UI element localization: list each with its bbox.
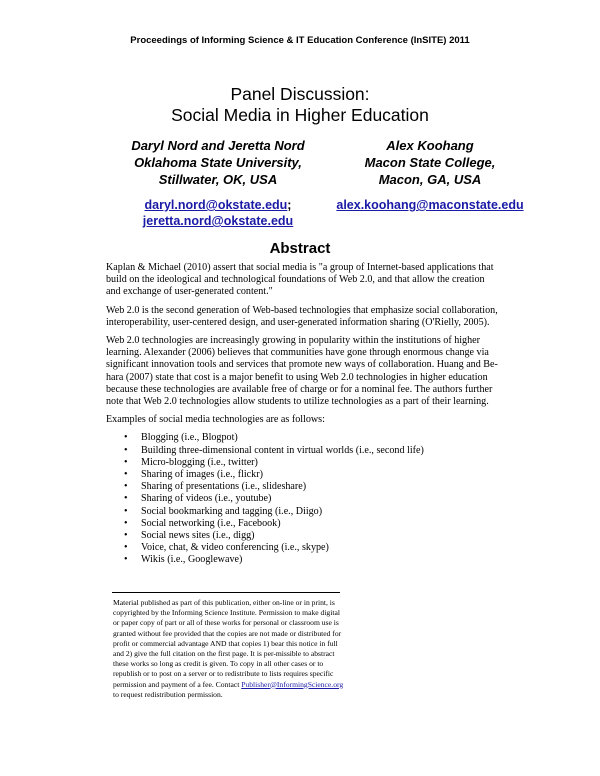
list-item xyxy=(106,469,501,481)
list-item-text: Micro-blogging (i.e., twitter) xyxy=(141,456,258,468)
author-affiliation-left-2: Stillwater, OK, USA xyxy=(158,172,278,187)
conference-header: Proceedings of Informing Science & IT Education Conference (InSITE) 2011 xyxy=(130,35,470,46)
publisher-email-link[interactable]: Publisher@InformingScience.org xyxy=(241,679,344,689)
list-item xyxy=(106,493,501,505)
list-item xyxy=(106,445,501,457)
author-block-right xyxy=(335,137,525,188)
emails-right xyxy=(322,197,538,213)
author-affiliation-right-1: Macon State College, xyxy=(364,155,496,170)
list-item xyxy=(106,530,501,542)
bullet-icon: • xyxy=(124,444,128,456)
email-link-jeretta[interactable]: jeretta.nord@okstate.edu xyxy=(142,214,294,228)
paragraph: Web 2.0 is the second generation of Web-based technologies that emphasize social collaboration, interoperability, user-centered design, and user-generated information sharing (O'Rielly, 2005). xyxy=(106,304,498,328)
list-item-text: Voice, chat, & video conferencing (i.e., skype) xyxy=(141,542,329,554)
paragraph: Examples of social media technologies are as follows: xyxy=(106,414,325,426)
abstract-body xyxy=(106,262,501,567)
list-item-text: Wikis (i.e., Googlewave) xyxy=(141,554,243,566)
email-link-alex[interactable]: alex.koohang@maconstate.edu xyxy=(336,198,524,212)
bullet-icon: • xyxy=(124,554,128,566)
bullet-icon: • xyxy=(124,505,128,517)
title-line-1: Panel Discussion: xyxy=(230,84,370,104)
author-names-right: Alex Koohang xyxy=(386,138,474,153)
list-item xyxy=(106,432,501,444)
paragraph: Kaplan & Michael (2010) assert that social media is "a group of Internet-based applications that build on the ideological and technological foundations of Web 2.0, and that allow the creation and exchange of user-generated content." xyxy=(106,262,494,298)
bullet-icon: • xyxy=(124,469,128,481)
bullet-icon: • xyxy=(124,517,128,529)
list-item-text: Blogging (i.e., Blogpot) xyxy=(141,432,238,444)
bullet-icon: • xyxy=(124,530,128,542)
examples-list xyxy=(106,432,501,566)
email-separator: ; xyxy=(287,198,292,212)
author-block-left xyxy=(98,137,338,188)
list-item-text: Social news sites (i.e., digg) xyxy=(141,530,255,542)
author-affiliation-left-1: Oklahoma State University, xyxy=(134,155,302,170)
bullet-icon: • xyxy=(124,493,128,505)
bullet-icon: • xyxy=(124,481,128,493)
bullet-icon: • xyxy=(124,432,128,444)
author-names-left: Daryl Nord and Jeretta Nord xyxy=(131,138,305,153)
list-item xyxy=(106,518,501,530)
list-item-text: Sharing of presentations (i.e., slideshare) xyxy=(141,481,307,493)
list-item xyxy=(106,506,501,518)
list-item xyxy=(106,554,501,566)
list-item-text: Social bookmarking and tagging (i.e., Diigo) xyxy=(141,505,323,517)
list-item-text: Building three-dimensional content in virtual worlds (i.e., second life) xyxy=(141,444,424,456)
list-item-text: Social networking (i.e., Facebook) xyxy=(141,517,281,529)
bullet-icon: • xyxy=(124,456,128,468)
copyright-footnote xyxy=(113,598,345,700)
list-item xyxy=(106,481,501,493)
paragraph: Web 2.0 technologies are increasingly growing in popularity within the institutions of higher learning. Alexander (2006) believes that communities have gone through enormous change via significant innovation tools and services that promote new ways of collaboration. Huang and Be-hara (2007) state that cost is a major benefit to using Web 2.0 technologies in higher education because these technologies are available free of charge or for a nominal fee. The authors further note that Web 2.0 technologies allow students to utilize technologies as a part of their learning. xyxy=(106,335,498,408)
footnote-text-end: to request redistribution permission. xyxy=(113,689,223,699)
bullet-icon: • xyxy=(124,542,128,554)
list-item xyxy=(106,542,501,554)
abstract-heading: Abstract xyxy=(269,240,331,257)
emails-left xyxy=(98,197,338,229)
title-line-2: Social Media in Higher Education xyxy=(171,105,429,125)
footnote-divider xyxy=(112,592,340,593)
list-item xyxy=(106,457,501,469)
list-item-text: Sharing of videos (i.e., youtube) xyxy=(141,493,272,505)
author-affiliation-right-2: Macon, GA, USA xyxy=(378,172,482,187)
paper-title xyxy=(0,84,600,126)
list-item-text: Sharing of images (i.e., flickr) xyxy=(141,469,263,481)
email-link-daryl[interactable]: daryl.nord@okstate.edu xyxy=(144,198,288,212)
footnote-text: Material published as part of this publication, either on-line or in print, is copyrighted by the Informing Science Institute. Permission to make digital or paper copy of part or all of these works for personal or classroom use is granted without fee provided that the copies are not made or distributed for profit or commercial advantage AND that copies 1) bear this notice in full and 2) give the full citation on the first page. It is per-missible to abstract these works so long as credit is given. To copy in all other cases or to republish or to post on a server or to redistribute to lists requires specific permission and payment of a fee. Contact xyxy=(113,598,342,689)
